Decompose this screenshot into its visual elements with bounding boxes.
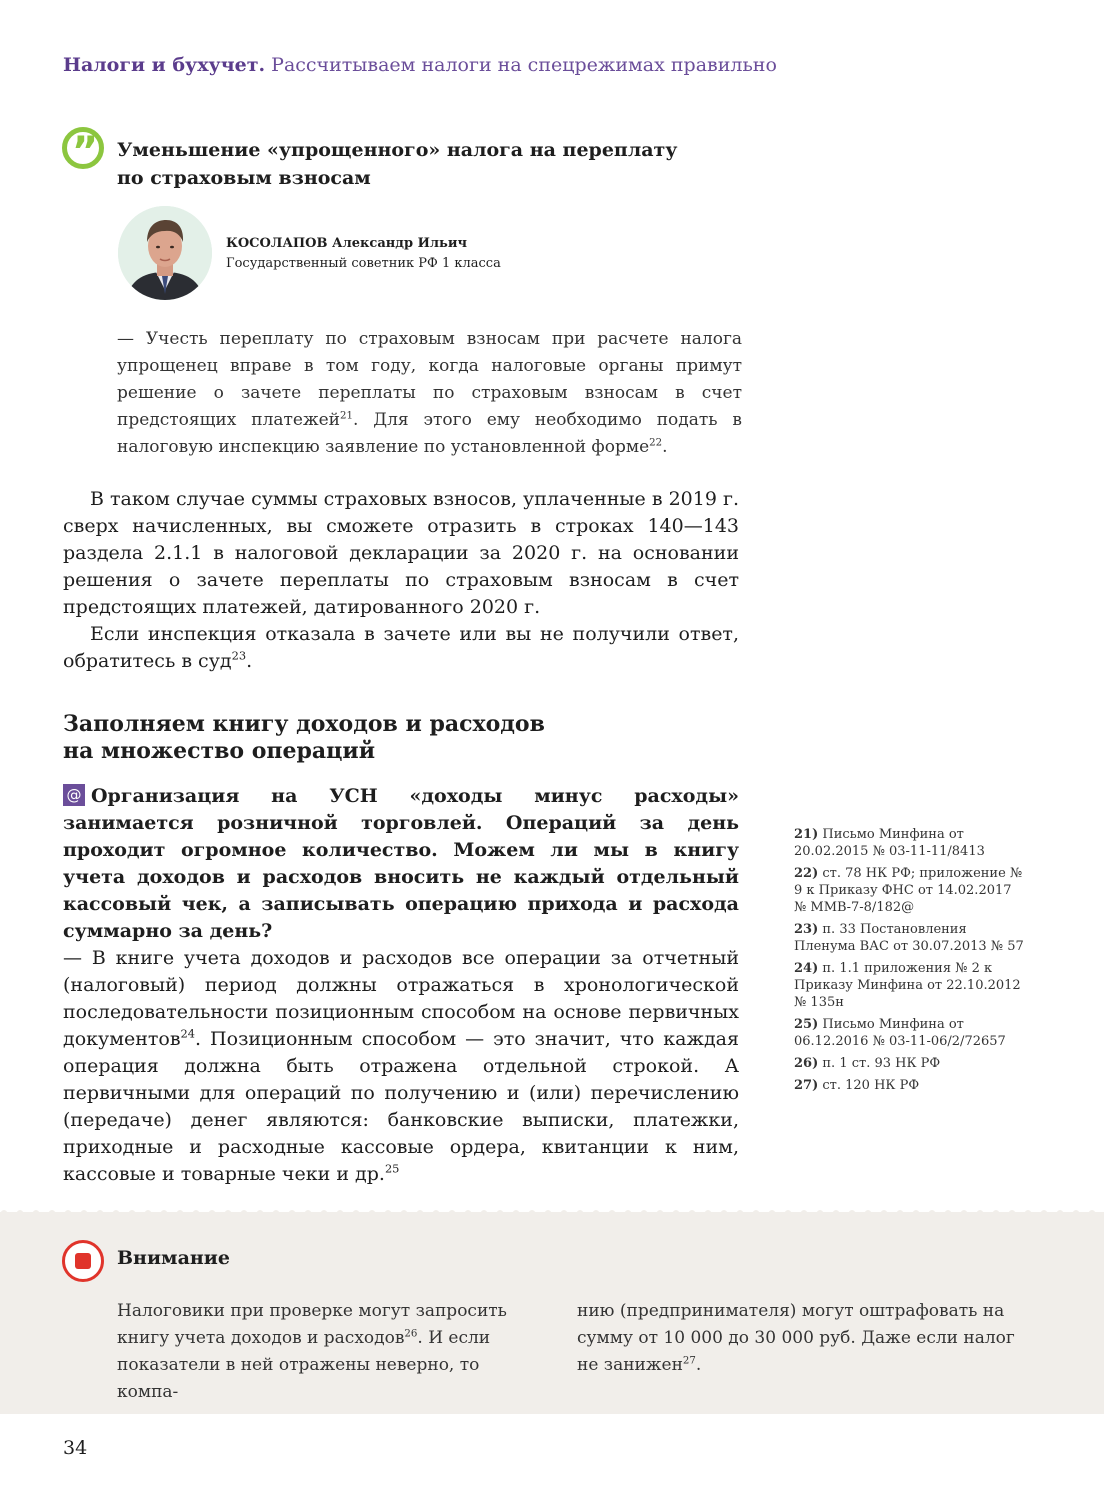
header-subtitle: Рассчитываем налоги на спецрежимах правильно [271, 54, 777, 76]
expert-position: Государственный советник РФ 1 класса [226, 256, 501, 271]
footnote-text: Письмо Минфина от 06.12.2016 № 03-11-06/2/72657 [794, 1017, 1006, 1049]
answer-text: . Позиционным способом — это значит, что каждая операция должна быть отражена отдельной строкой. А первичными для операций по получению и (или) перечислению (передаче) денег являются: банковские выписки, платежки, приходные и расходные кассовые ордера, квитанции к ним, кассовые и товарные чеки и др. [63, 1028, 739, 1185]
quote-text-part: — Учесть переплату по страховым взносам при расчете налога упрощенец вправе в том году, когда налоговые органы примут решение о зачете переплаты по страховым взносам в счет предстоящих платежей [117, 329, 742, 430]
footnote-number: 24) [794, 961, 819, 976]
footnote-number: 22) [794, 866, 819, 881]
footnote-text: п. 1 ст. 93 НК РФ [822, 1056, 941, 1071]
footnote [794, 1055, 1024, 1072]
attention-text-col2 [577, 1298, 1017, 1379]
stop-icon [62, 1240, 104, 1282]
section-title-line: Заполняем книгу доходов и расходов [63, 711, 545, 737]
footnote-text: п. 33 Постановления Пленума ВАС от 30.07.2013 № 57 [794, 922, 1024, 954]
attention-text: Налоговики при проверке могут запросить книгу учета доходов и расходов [117, 1301, 507, 1348]
attention-box [0, 1212, 1104, 1414]
footnotes-column [794, 826, 1024, 1099]
expert-avatar [118, 206, 212, 300]
footnote-text: ст. 120 НК РФ [822, 1078, 920, 1093]
body-paragraph: В таком случае суммы страховых взносов, уплаченные в 2019 г. сверх начисленных, вы сможете отразить в строках 140—143 раздела 2.1.1 в налоговой декларации за 2020 г. на основании решения о зачете переплаты по страховым взносам в счет предстоящих платежей, датированного 2020 г. [63, 488, 739, 618]
attention-text-col1 [117, 1298, 529, 1406]
body-paragraph [63, 621, 739, 675]
footnote-ref[interactable]: 24 [180, 1026, 196, 1041]
page-number: 34 [63, 1437, 88, 1459]
footnote [794, 826, 1024, 860]
question-answer [63, 783, 739, 1188]
quote-icon: ” [62, 127, 104, 169]
footnote-ref[interactable]: 22 [649, 437, 663, 449]
question-text: Организация на УСН «доходы минус расходы» занимается розничной торговлей. Операций за день проходит огромное количество. Можем ли мы в книгу учета доходов и расходов вносить не каждый отдельный кассовый чек, а записывать операцию прихода и расхода суммарно за день? [63, 785, 739, 942]
section-title [63, 711, 739, 765]
footnote-number: 27) [794, 1078, 819, 1093]
quote-title-line: Уменьшение «упрощенного» налога на переплату [117, 139, 678, 161]
footnote [794, 865, 1024, 916]
footnote-ref[interactable]: 27 [682, 1355, 696, 1367]
email-question-icon: @ [63, 784, 85, 806]
answer-text: — В книге учета доходов и расходов все операции за отчетный (налоговый) период должны отражаться в хронологической последовательности позиционным способом на основе первичных документов [63, 947, 739, 1050]
footnote [794, 921, 1024, 955]
body-text [63, 486, 739, 675]
footnote [794, 1077, 1024, 1094]
footnote-ref[interactable]: 25 [384, 1161, 400, 1176]
expert-name: КОСОЛАПОВ Александр Ильич [226, 236, 467, 251]
footnote-number: 26) [794, 1056, 819, 1071]
running-header [63, 54, 777, 76]
footnote-text: ст. 78 НК РФ; приложение № 9 к Приказу ФНС от 14.02.2017 № ММВ-7-8/182@ [794, 866, 1023, 915]
footnote-number: 21) [794, 827, 819, 842]
attention-text: . [695, 1355, 702, 1375]
footnote-number: 25) [794, 1017, 819, 1032]
footnote-ref[interactable]: 21 [340, 410, 353, 422]
header-section: Налоги и бухучет. [63, 54, 266, 76]
quote-title-line: по страховым взносам [117, 167, 371, 189]
footnote-text: Письмо Минфина от 20.02.2015 № 03-11-11/8413 [794, 827, 985, 859]
footnote-number: 23) [794, 922, 819, 937]
attention-text: нию (предпринимателя) могут оштрафовать на сумму от 10 000 до 30 000 руб. Даже если налог не занижен [577, 1301, 1015, 1375]
question [63, 783, 739, 945]
footnote-ref[interactable]: 23 [231, 648, 247, 663]
footnote [794, 960, 1024, 1011]
quote-text [117, 326, 742, 461]
attention-title: Внимание [117, 1247, 230, 1269]
footnote-text: п. 1.1 приложения № 2 к Приказу Минфина от 22.10.2012 № 135н [794, 961, 1021, 1010]
body-paragraph-end: . [246, 650, 253, 672]
footnote-ref[interactable]: 26 [404, 1328, 418, 1340]
quote-title [117, 136, 737, 192]
answer [63, 945, 739, 1188]
section-title-line: на множество операций [63, 738, 376, 764]
attention-text: . И если показатели в ней отражены неверно, то компа- [117, 1328, 491, 1402]
quote-text-part: . Для этого ему необходимо подать в налоговую инспекцию заявление по установленной форме [117, 410, 742, 457]
quote-text-part: . [662, 437, 668, 457]
footnote [794, 1016, 1024, 1050]
body-paragraph-text: Если инспекция отказала в зачете или вы не получили ответ, обратитесь в суд [63, 623, 739, 672]
attention-wave-edge [0, 1207, 1104, 1213]
